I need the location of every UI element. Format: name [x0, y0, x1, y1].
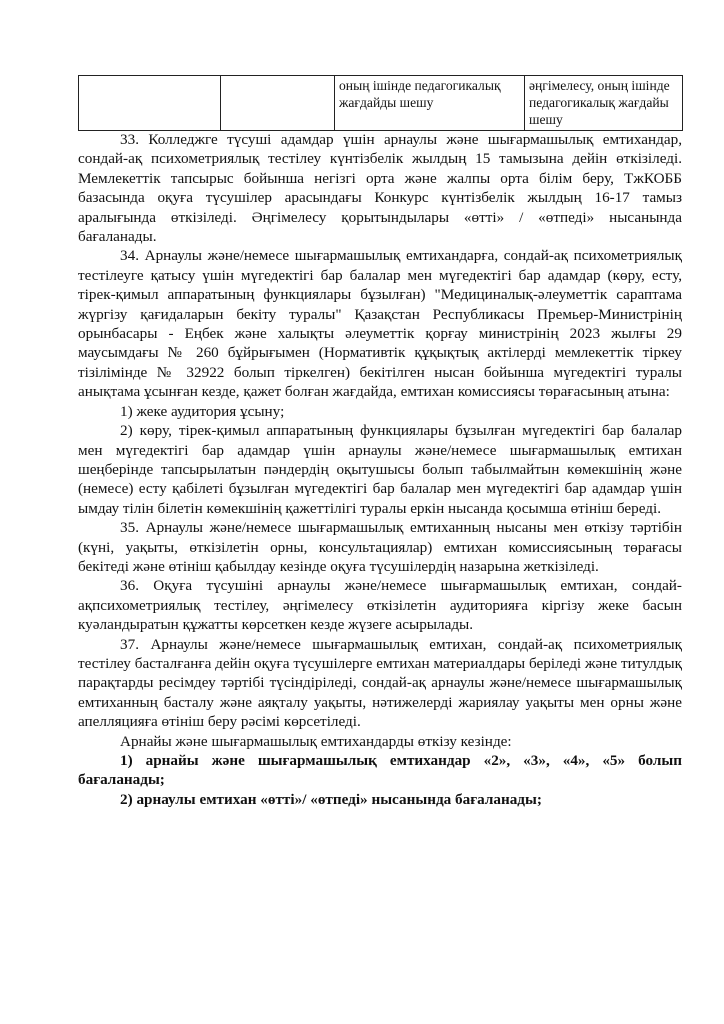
- paragraph-37: 37. Арнаулы және/немесе шығармашылық емтихан, сондай-ақ психометриялық тестілеу басталғанға дейін оқуға түсушілерге емтихан материалдары беріледі және титулдық парақтарды ресімдеу тәртібі түсіндіріледі, сондай-ақ арнаулы және/немесе шығармашылық емтиханның басталу және аяқталу уақыты, нәтижелерді жариялау уақыты мен орны және апелляцияға өтініш беру рәсімі көрсетіледі.: [78, 635, 682, 731]
- continued-table: [78, 75, 683, 131]
- paragraph-36: 36. Оқуға түсушіні арнаулы және/немесе шығармашылық емтихан, сондай-ақпсихометриялық тестілеу, әңгімелесу өткізілетін аудиторияға кіргізу жеке басын куәландыратын құжатты көрсеткен кезде жүзеге асырылады.: [78, 577, 682, 634]
- list-item: 1) арнайы және шығармашылық емтихандар «2», «3», «4», «5» болып бағаланады;: [78, 752, 682, 789]
- paragraph-35: 35. Арнаулы және/немесе шығармашылық емтиханның нысаны мен өткізу тәртібін (күні, уақыты, өткізілетін орны, консультациялар) емтихан комиссиясының төрағасы бекітеді және өтініш қабылдау кезінде оқуға түсушілердің назарына жеткізіледі.: [78, 519, 682, 575]
- exam-intro: Арнайы және шығармашылық емтихандарды өткізу кезінде:: [120, 732, 512, 750]
- list-item: 1) жеке аудитория ұсыну;: [120, 402, 285, 420]
- table-cell: әңгімелесу, оның ішінде педагогикалық жағдайы шешу: [525, 76, 683, 131]
- table-cell: [221, 76, 335, 131]
- paragraph-34: 34. Арнаулы және/немесе шығармашылық емтихандарға, сондай-ақ психометриялық тестілеуге қатысу үшін мүгедектігі бар балалар мен мүгедектігі бар адамдар (көру, есту, тірек-қимыл аппаратының функциялары бұзылған) "Медициналық-әлеуметтік сараптама жүргізу қағидаларын бекіту туралы" Қазақстан Республикасы Премьер-Министрінің орынбасары - Еңбек және халықты әлеуметтік қорғау министрінің 2023 жылғы 29 маусымдағы № 260 бұйрығымен (Нормативтік құқықтық актілерді мемлекеттік тіркеу тізілімінде № 32922 болып тіркелген) бекітілген нысан бойынша мүгедектігі туралы анықтама ұсынған кезде, қажет болған жағдайда, емтихан комиссиясы төрағасының атына:: [78, 247, 682, 401]
- table-cell: оның ішінде педагогикалық жағдайды шешу: [335, 76, 525, 131]
- document-body: [78, 130, 682, 809]
- paragraph-33: 33. Колледжге түсуші адамдар үшін арнаулы және шығармашылық емтихандар, сондай-ақ психометриялық тестілеу күнтізбелік жылдың 15 тамызына дейін өткізіледі. Мемлекеттік тапсырыс бойынша негізгі орта және жалпы орта білім беру, ТжКОББ базасында оқуға түсушілер арасындағы Конкурс күнтізбелік жылдың 16-17 тамыз аралығында өткізіледі. Әңгімелесу қорытындылары «өтті» / «өтпеді» нысанында бағаланады.: [78, 131, 682, 246]
- table-cell: [79, 76, 221, 131]
- table-row: [79, 76, 683, 131]
- list-item: 2) көру, тірек-қимыл аппаратының функциялары бұзылған мүгедектігі бар балалар мен мүгедектігі бар адамдар үшін арнаулы және/немесе шығармашылық емтихан шеңберінде тапсырылатын пәндердің оқытушысы болып табылмайтын көмекшінің және (немесе) есту қабілеті бұзылған мүгедектігі бар балалар мен мүгедектігі бар адамдар үшін ымдау тілін білетін көмекшінің қажеттілігі туралы еркін нысанда қосымша өтініш береді.: [78, 422, 682, 517]
- list-item: 2) арнаулы емтихан «өтті»/ «өтпеді» нысанында бағаланады;: [120, 790, 542, 808]
